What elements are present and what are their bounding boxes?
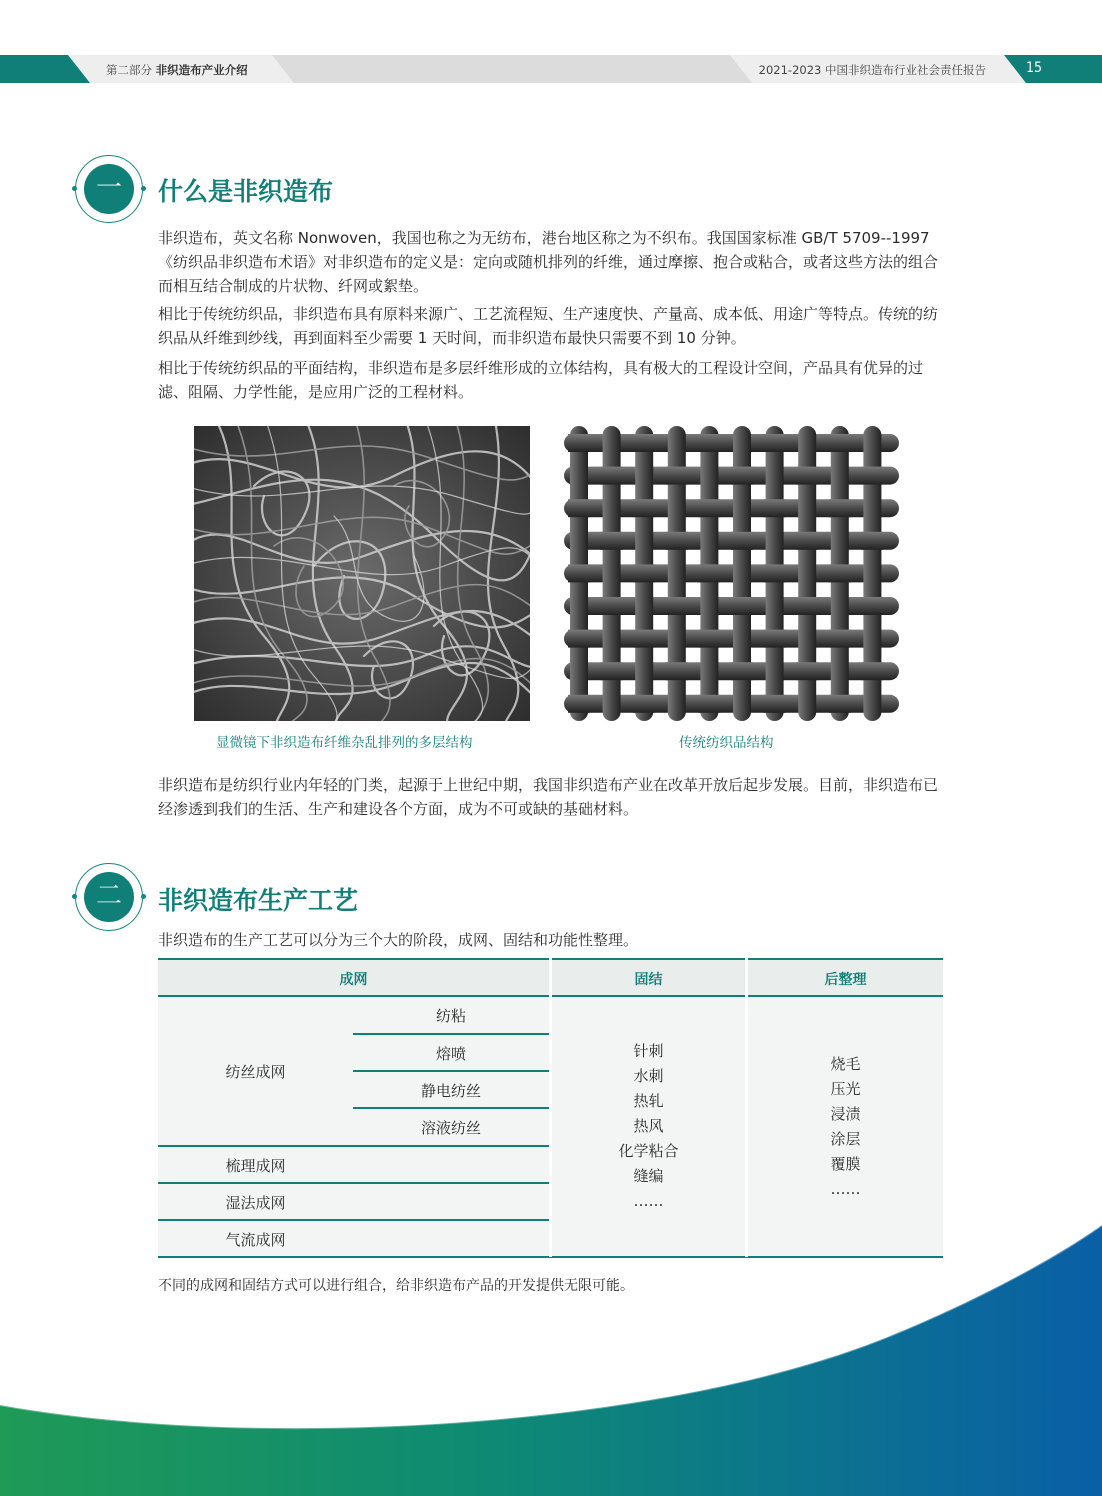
weft-crossing [861, 532, 883, 550]
list-item: 压光 [830, 1080, 861, 1098]
badge-dot-icon [141, 894, 146, 899]
page-number: 15 [1026, 60, 1043, 76]
weft-crossing [698, 630, 720, 648]
section-number-badge [75, 863, 143, 931]
weft-crossing [633, 499, 655, 517]
list-item: 化学粘合 [618, 1142, 679, 1160]
table-header-cell: 成网 [339, 972, 368, 988]
weft-crossing [796, 467, 818, 485]
weft-crossing [829, 564, 851, 582]
weft-crossing [601, 532, 623, 550]
weft-crossing [764, 630, 786, 648]
row-rule [158, 1182, 549, 1184]
image-caption: 传统纺织品结构 [679, 735, 774, 751]
finishing-list [748, 1052, 943, 1202]
table-header-cell: 固结 [634, 972, 663, 988]
weft-crossing [601, 467, 623, 485]
bonding-list [552, 1039, 745, 1214]
weft-crossing [829, 499, 851, 517]
list-item: 热风 [633, 1117, 664, 1135]
weft-crossing [731, 662, 753, 680]
weft-crossing [698, 695, 720, 713]
weft-crossing [698, 434, 720, 452]
list-item: …… [633, 1192, 664, 1210]
weft-crossing [731, 597, 753, 615]
weft-crossing [731, 467, 753, 485]
list-item: 针刺 [633, 1042, 664, 1060]
table-cell: 溶液纺丝 [420, 1119, 481, 1137]
woven-structure-image [564, 426, 899, 721]
weft-crossing [601, 662, 623, 680]
weft-crossing [568, 434, 590, 452]
list-item: …… [830, 1180, 861, 1198]
paragraph: 非织造布的生产工艺可以分为三个大的阶段，成网、固结和功能性整理。 [158, 931, 639, 949]
image-caption: 显微镜下非织造布纤维杂乱排列的多层结构 [216, 735, 473, 751]
weft-crossing [796, 597, 818, 615]
list-item: 热轧 [633, 1092, 664, 1110]
badge-dot-icon [72, 894, 77, 899]
weft-crossing [666, 467, 688, 485]
weft-crossing [764, 695, 786, 713]
list-item: 浸渍 [830, 1105, 861, 1123]
weft-crossing [666, 597, 688, 615]
badge-dot-icon [141, 186, 146, 191]
section-number: 一 [84, 164, 134, 214]
section-prefix: 第二部分 [106, 63, 152, 77]
header-middle-band [272, 55, 758, 83]
table-cell: 湿法成网 [225, 1194, 286, 1212]
weft-crossing [861, 467, 883, 485]
table-cell: 熔喷 [435, 1045, 466, 1063]
list-item: 缝编 [633, 1167, 664, 1185]
row-rule [158, 1145, 549, 1147]
weft-crossing [698, 499, 720, 517]
list-item: 水刺 [633, 1067, 664, 1085]
section-number: 二 [84, 872, 134, 922]
weft-crossing [829, 695, 851, 713]
paragraph: 相比于传统纺织品，非织造布具有原料来源广、工艺流程短、生产速度快、产量高、成本低、用途广等特点。传统的纺织品从纤维到纱线，再到面料至少需要 1 天时间，而非织造布最快只需要不到 10 分钟。 [158, 305, 939, 347]
weft-crossing [633, 630, 655, 648]
paragraph: 相比于传统纺织品的平面结构，非织造布是多层纤维形成的立体结构，具有极大的工程设计空间，产品具有优异的过滤、阻隔、力学性能，是应用广泛的工程材料。 [158, 359, 924, 401]
table-cell: 气流成网 [225, 1231, 286, 1249]
weft-crossing [633, 434, 655, 452]
weft-crossing [829, 630, 851, 648]
weft-crossing [829, 434, 851, 452]
weft-crossing [666, 532, 688, 550]
section-title: 什么是非织造布 [158, 177, 334, 206]
weft-crossing [568, 564, 590, 582]
list-item: 涂层 [830, 1130, 861, 1148]
table-cell: 梳理成网 [225, 1157, 286, 1175]
table-cell: 纺粘 [435, 1007, 466, 1025]
weft-crossing [666, 662, 688, 680]
row-rule [353, 1033, 549, 1035]
decorative-wave [0, 1200, 1102, 1496]
table-cell: 纺丝成网 [225, 1063, 286, 1081]
weft-crossing [633, 695, 655, 713]
paragraph: 非织造布是纺织行业内年轻的门类，起源于上世纪中期，我国非织造布产业在改革开放后起步发展。目前，非织造布已经渗透到我们的生活、生产和建设各个方面，成为不可或缺的基础材料。 [158, 776, 939, 818]
section-name: 非织造布产业介绍 [155, 63, 248, 77]
weft-crossing [796, 662, 818, 680]
weft-crossing [568, 630, 590, 648]
weft-crossing [633, 564, 655, 582]
weft-crossing [861, 597, 883, 615]
weft-crossing [764, 564, 786, 582]
section-title: 非织造布生产工艺 [158, 886, 359, 915]
weft-crossing [861, 662, 883, 680]
weft-crossing [568, 695, 590, 713]
header-section-label [106, 62, 248, 78]
table-note: 不同的成网和固结方式可以进行组合，给非织造布产品的开发提供无限可能。 [158, 1278, 634, 1294]
weft-crossing [601, 597, 623, 615]
weft-crossing [698, 564, 720, 582]
list-item: 覆膜 [830, 1155, 861, 1173]
table-cell: 静电纺丝 [420, 1082, 481, 1100]
report-title: 2021-2023 中国非织造布行业社会责任报告 [758, 63, 986, 77]
list-item: 烧毛 [830, 1055, 861, 1073]
weft-crossing [764, 499, 786, 517]
row-rule [353, 1107, 549, 1109]
section-number-badge [75, 155, 143, 223]
row-rule [353, 1070, 549, 1072]
badge-dot-icon [72, 186, 77, 191]
paragraph: 非织造布，英文名称 Nonwoven，我国也称之为无纺布，港台地区称之为不织布。我国国家标准 GB/T 5709--1997《纺织品非织造布术语》对非织造布的定义是：定向或随机排列的纤维，通过摩擦、抱合或粘合，或者这些方法的组合而相互结合制成的片状物、纤网或絮垫。 [158, 229, 939, 295]
fiber-microscope-image [194, 426, 530, 721]
weft-crossing [764, 434, 786, 452]
weft-crossing [796, 532, 818, 550]
weft-crossing [731, 532, 753, 550]
weft-crossing [568, 499, 590, 517]
table-header-cell: 后整理 [824, 972, 867, 988]
